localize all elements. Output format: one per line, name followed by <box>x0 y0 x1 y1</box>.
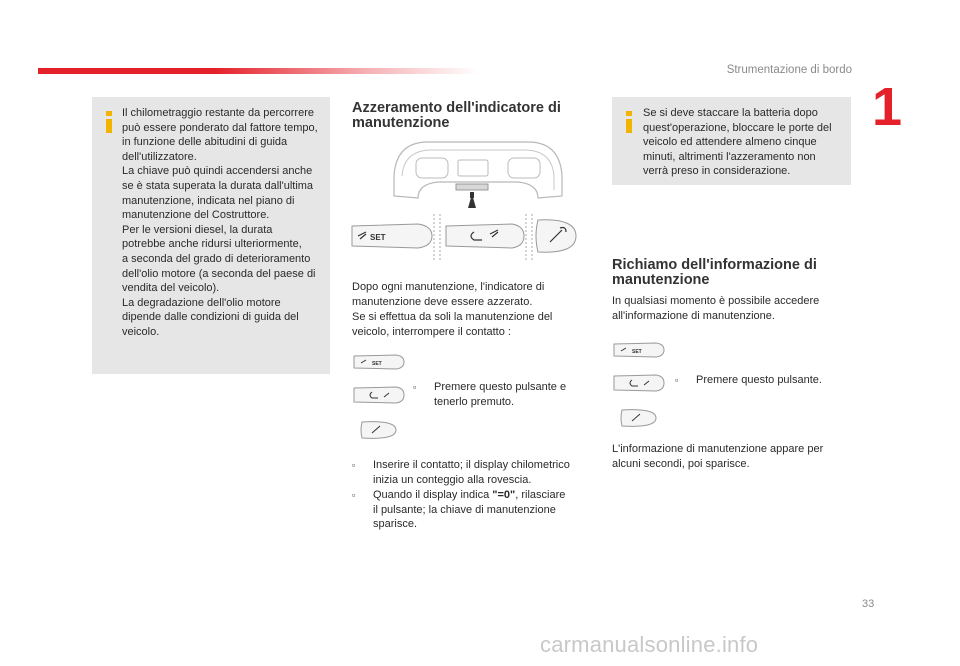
reset-button-small <box>612 372 666 394</box>
reset-intro: Dopo ogni manutenzione, l'indicatore di manutenzione deve essere azzerato. Se si effettua da soli la manutenzione del veicolo, interrompere il contatto : <box>352 281 553 338</box>
info-box-right <box>612 97 851 185</box>
bullet-icon: ▫ <box>413 382 417 392</box>
dashboard-illustration <box>388 136 568 208</box>
svg-text:SET: SET <box>632 349 642 355</box>
bullet-icon: ▫ <box>675 375 679 385</box>
header-accent-bar <box>38 68 478 74</box>
bullet-icon: ▫ <box>352 490 356 500</box>
info-box-left <box>92 97 330 374</box>
reset-button-small <box>352 384 406 406</box>
wrench-button-small <box>618 406 660 430</box>
chapter-number: 1 <box>872 77 903 137</box>
section-title: Strumentazione di bordo <box>726 64 852 76</box>
recall-intro: In qualsiasi momento è possibile accedere all'informazione di manutenzione. <box>612 295 820 322</box>
set-button-small <box>352 352 406 372</box>
info-icon <box>624 111 634 133</box>
watermark: carmanualsonline.info <box>540 632 759 657</box>
svg-text:SET: SET <box>372 361 382 367</box>
page-number: 33 <box>862 598 875 610</box>
wrench-button-small <box>358 418 400 442</box>
reset-heading: Azzeramento dell'indicatore di manutenzione <box>352 100 561 131</box>
svg-text:SET: SET <box>370 233 386 242</box>
set-button-small <box>612 340 666 360</box>
info-icon <box>104 111 114 133</box>
info-text: Il chilometraggio restante da percorrere può essere ponderato dal fattore tempo, in funzione delle abitudini di guida dell'utilizzatore. La chiave può quindi accendersi anche se è stata superata la durata dall'ultima manutenzione, indicata nel piano di manutenzione del Costruttore. Per le versioni diesel, la durata potrebbe anche ridursi ulteriormente, a seconda del grado di deterioramento dell'olio motore (a seconda del paese di vendita del veicolo). La degradazione dell'olio motore dipende dalle condizioni di guida del veicolo. <box>122 107 318 338</box>
bullet-icon: ▫ <box>352 460 356 470</box>
info-text: Se si deve staccare la batteria dopo quest'operazione, bloccare le porte del veicolo ed attendere almeno cinque minuti, altrimenti l'azzeramento non verrà preso in considerazione. <box>643 107 832 178</box>
recall-outro: L'informazione di manutenzione appare per alcuni secondi, poi sparisce. <box>612 443 824 470</box>
buttons-illustration <box>348 214 578 260</box>
recall-heading: Richiamo dell'informazione di manutenzione <box>612 257 817 288</box>
